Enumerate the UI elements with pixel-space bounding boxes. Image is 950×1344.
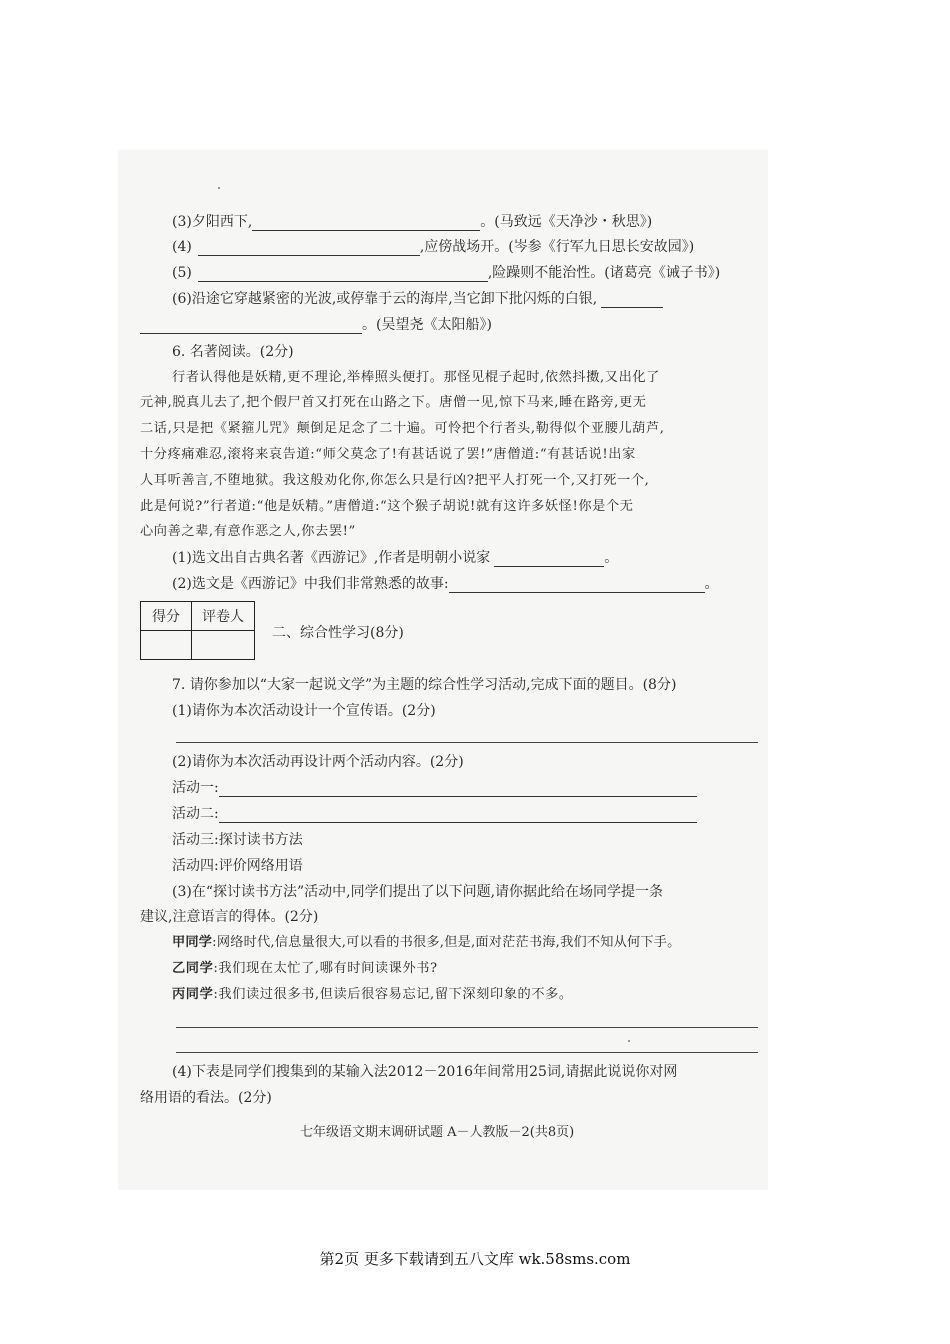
q5-item-5 — [172, 264, 720, 282]
q6-title: 6. 名著阅读。(2分) — [172, 344, 294, 360]
q5-item-4-prefix: (4) — [172, 239, 192, 255]
activity-2-label: 活动二: — [172, 806, 219, 822]
student-bing-text: :我们读过很多书,但读后很容易忘记,留下深刻印象的不多。 — [213, 987, 573, 1002]
answer-blank[interactable] — [219, 782, 697, 797]
answer-line[interactable] — [176, 742, 758, 743]
answer-blank[interactable] — [252, 216, 480, 231]
activity-2 — [172, 805, 697, 823]
grader-cell[interactable] — [192, 631, 255, 660]
scan-speck — [628, 1040, 630, 1042]
student-jia-label: 甲同学 — [172, 935, 213, 950]
answer-blank[interactable] — [601, 293, 663, 308]
answer-line[interactable] — [176, 1027, 758, 1028]
grader-header: 评卷人 — [192, 602, 255, 631]
download-footer: 第2页 更多下载请到五八文库 wk.58sms.com — [319, 1250, 631, 1268]
student-bing-label: 丙同学 — [172, 987, 214, 1002]
q5-item-5-source: ,险躁则不能治性。(诸葛亮《诫子书》) — [487, 265, 721, 281]
q5-item-4 — [172, 238, 694, 256]
score-header: 得分 — [141, 602, 192, 631]
student-yi-text: :我们现在太忙了,哪有时间读课外书? — [213, 961, 438, 976]
answer-blank[interactable] — [219, 808, 697, 823]
score-cell[interactable] — [141, 631, 192, 660]
q6-s1-end: 。 — [604, 550, 619, 566]
activity-1-label: 活动一: — [172, 780, 219, 796]
q6-subquestion-2 — [172, 575, 719, 593]
q7-subquestion-3-cont: 建议,注意语言的得体。(2分) — [140, 909, 319, 925]
q5-item-6-cont — [140, 316, 492, 334]
q5-item-3 — [172, 213, 652, 231]
student-jia-text: :网络时代,信息量很大,可以看的书很多,但是,面对茫茫书海,我们不知从何下手。 — [212, 935, 681, 950]
section-heading: 二、综合性学习(8分) — [272, 625, 404, 641]
q5-item-6-text: (6)沿途它穿越紧密的光波,或停靠于云的海岸,当它卸下批闪烁的白银, — [172, 291, 598, 307]
q6-passage-line: 元神,脱真儿去了,把个假尸首又打死在山路之下。唐僧一见,惊下马来,睡在路旁,更无 — [140, 395, 647, 410]
q6-s2-text: (2)选文是《西游记》中我们非常熟悉的故事: — [172, 576, 449, 592]
q5-item-3-prefix: (3)夕阳西下, — [172, 214, 253, 230]
q7-subquestion-4: (4)下表是同学们搜集到的某输入法2012－2016年间常用25词,请据此说说你对网 — [172, 1064, 678, 1080]
answer-blank[interactable] — [198, 267, 488, 282]
student-bing — [172, 986, 573, 1004]
page-label: 七年级语文期末调研试题 A－人教版－2(共8页) — [300, 1125, 575, 1140]
answer-blank[interactable] — [494, 552, 604, 567]
activity-4: 活动四:评价网络用语 — [172, 858, 303, 874]
q5-item-3-source: 。(马致远《天净沙・秋思》) — [480, 214, 653, 230]
q6-passage-line: 行者认得他是妖精,更不理论,举棒照头便打。那怪见棍子起时,依然抖擞,又出化了 — [172, 370, 660, 385]
q6-subquestion-1 — [172, 549, 618, 567]
student-yi-label: 乙同学 — [172, 961, 214, 976]
activity-1 — [172, 779, 697, 797]
q6-passage-line: 二话,只是把《紧箍儿咒》颠倒足足念了二十遍。可怜把个行者头,勒得似个亚腰儿葫芦, — [140, 421, 665, 436]
q5-item-6-source: 。(吴望尧《太阳船》) — [362, 317, 492, 333]
q6-passage-line: 人耳听善言,不堕地狱。我这般劝化你,你怎么只是行凶?把平人打死一个,又打死一个, — [140, 473, 650, 488]
q6-s1-text: (1)选文出自古典名著《西游记》,作者是明朝小说家 — [172, 550, 491, 566]
q7-subquestion-4-cont: 络用语的看法。(2分) — [140, 1090, 272, 1106]
q5-item-5-prefix: (5) — [172, 265, 192, 281]
q6-passage-line: 此是何说?”行者道:“他是妖精。”唐僧道:“这个猴子胡说!就有这许多妖怪!你是个无 — [140, 499, 634, 514]
answer-blank[interactable] — [140, 319, 362, 334]
student-yi — [172, 960, 438, 978]
answer-line[interactable] — [176, 1052, 758, 1053]
student-jia — [172, 934, 681, 952]
q6-passage-line: 心向善之辈,有意作恶之人,你去罢!” — [140, 524, 356, 539]
q7-subquestion-2: (2)请你为本次活动再设计两个活动内容。(2分) — [172, 754, 464, 770]
score-table — [140, 601, 255, 660]
q7-subquestion-1: (1)请你为本次活动设计一个宣传语。(2分) — [172, 703, 436, 719]
q6-passage-line: 十分疼痛难忍,滚将来哀告道:“师父莫念了!有甚话说了罢!”唐僧道:“有甚话说!出家 — [140, 447, 636, 462]
q6-s2-end: 。 — [704, 576, 719, 592]
q7-subquestion-3: (3)在“探讨读书方法”活动中,同学们提出了以下问题,请你据此给在场同学提一条 — [172, 884, 664, 900]
scan-speck — [218, 187, 220, 189]
q5-item-4-source: ,应傍战场开。(岑参《行军九日思长安故园》) — [419, 239, 695, 255]
answer-blank[interactable] — [449, 578, 705, 593]
answer-blank[interactable] — [198, 241, 420, 256]
activity-3: 活动三:探讨读书方法 — [172, 832, 303, 848]
q5-item-6 — [172, 290, 663, 308]
q7-title: 7. 请你参加以“大家一起说文学”为主题的综合性学习活动,完成下面的题目。(8分) — [172, 677, 677, 693]
